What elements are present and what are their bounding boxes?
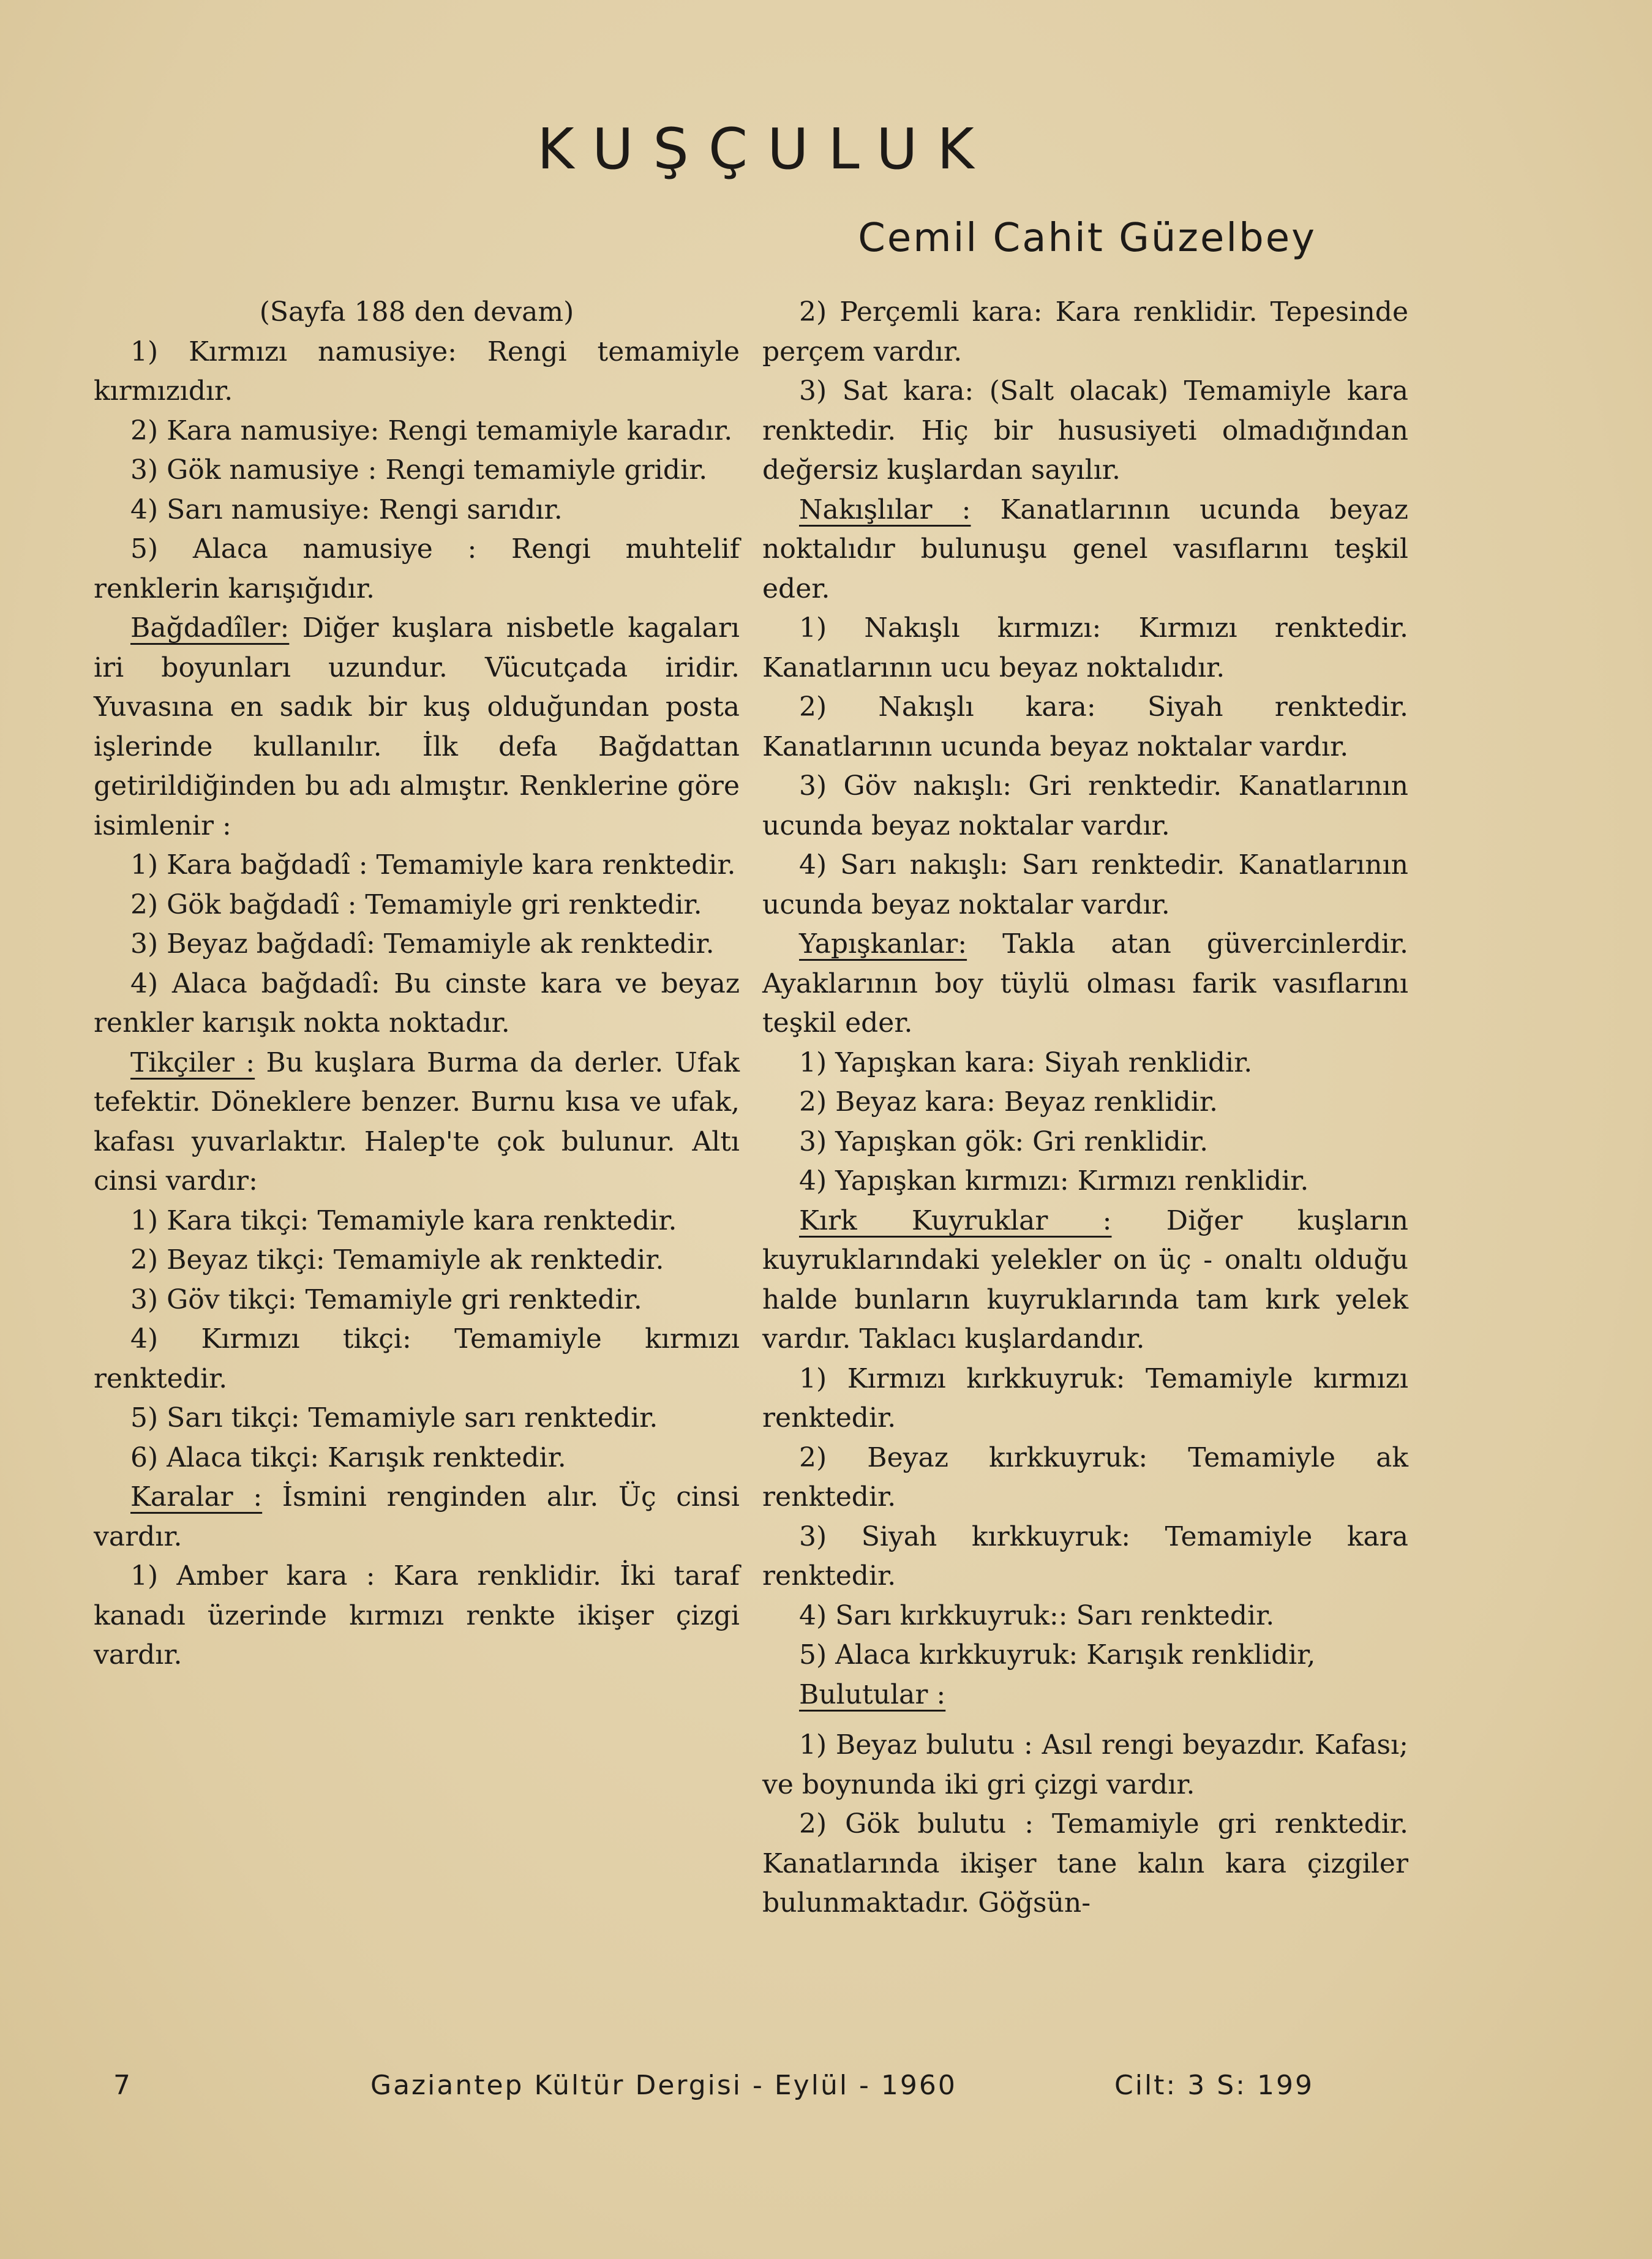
right-column <box>762 293 1408 1923</box>
paragraph: 3) Göv nakışlı: Gri renktedir. Kanatlarının ucunda beyaz noktalar vardır. <box>762 770 1408 841</box>
paragraph: 1) Beyaz bulutu : Asıl rengi beyazdır. Kafası; ve boynunda iki gri çizgi vardır. <box>762 1729 1408 1800</box>
author-name: Cemil Cahit Güzelbey <box>858 216 1316 261</box>
paragraph: 2) Nakışlı kara: Siyah renktedir. Kanatlarının ucunda beyaz noktalar vardır. <box>762 691 1408 762</box>
section-heading: Bulutular : <box>799 1678 946 1710</box>
paragraph <box>762 1675 1408 1715</box>
paragraph: 4) Alaca bağdadî: Bu cinste kara ve beyaz renkler karışık nokta noktadır. <box>94 968 740 1039</box>
paragraph: 1) Yapışkan kara: Siyah renklidir. <box>799 1047 1253 1078</box>
paragraph: 4) Yapışkan kırmızı: Kırmızı renklidir. <box>799 1165 1309 1197</box>
paragraph: 2) Beyaz kara: Beyaz renklidir. <box>799 1086 1218 1118</box>
paragraph: 3) Sat kara: (Salt olacak) Temamiyle kara renktedir. Hiç bir hususiyeti olmadığından değersiz kuşlardan sayılır. <box>762 375 1408 486</box>
paragraph: 3) Göv tikçi: Temamiyle gri renktedir. <box>130 1284 642 1315</box>
paragraph: 4) Sarı namusiye: Rengi sarıdır. <box>130 494 563 525</box>
page-footer <box>0 2070 1652 2113</box>
paragraph: (Sayfa 188 den devam) <box>259 296 574 328</box>
paragraph: 2) Beyaz tikçi: Temamiyle ak renktedir. <box>130 1244 664 1276</box>
paragraph: 5) Sarı tikçi: Temamiyle sarı renktedir. <box>130 1402 658 1434</box>
paragraph: 3) Gök namusiye : Rengi temamiyle gridir. <box>130 454 708 486</box>
paragraph: 4) Sarı nakışlı: Sarı renktedir. Kanatlarının ucunda beyaz noktalar vardır. <box>762 849 1408 920</box>
paragraph: 1) Kara bağdadî : Temamiyle kara renktedir. <box>130 849 736 881</box>
volume-info: Cilt: 3 S: 199 <box>1114 2070 1314 2101</box>
paragraph: 1) Amber kara : Kara renklidir. İki taraf kanadı üzerinde kırmızı renkte ikişer çizgi vardır. <box>94 1560 740 1671</box>
paragraph: 2) Gök bulutu : Temamiyle gri renktedir. Kanatlarında ikişer tane kalın kara çizgiler bulunmaktadır. Göğsün- <box>762 1808 1408 1919</box>
section-heading: Tikçiler : <box>130 1047 255 1078</box>
paragraph: Yapışkanlar: Takla atan güvercinlerdir. Ayaklarının boy tüylü olması farik vasıflarını teşkil eder. <box>762 928 1408 1039</box>
paragraph: 3) Beyaz bağdadî: Temamiyle ak renktedir. <box>130 928 715 960</box>
paragraph: Nakışlılar : Kanatlarının ucunda beyaz noktalıdır bulunuşu genel vasıflarını teşkil eder. <box>762 494 1408 604</box>
paragraph: 3) Siyah kırkkuyruk: Temamiyle kara renktedir. <box>762 1520 1408 1592</box>
paragraph: 3) Yapışkan gök: Gri renklidir. <box>799 1126 1209 1157</box>
section-heading: Nakışlılar : <box>799 494 971 525</box>
paragraph: Kırk Kuyruklar : Diğer kuşların kuyruklarındaki yelekler on üç - onaltı olduğu halde bunların kuyruklarında tam kırk yelek vardır. Taklacı kuşlardandır. <box>762 1205 1409 1355</box>
paragraph: 1) Kırmızı namusiye: Rengi temamiyle kırmızıdır. <box>94 336 740 407</box>
section-heading: Kırk Kuyruklar : <box>799 1205 1112 1236</box>
section-heading: Yapışkanlar: <box>799 928 967 960</box>
left-column <box>94 293 740 1675</box>
paragraph: Bağdadîler: Diğer kuşlara nisbetle kagaları iri boyunları uzundur. Vücutçada iridir. Yuvasına en sadık bir kuş olduğundan posta işlerinde kullanılır. İlk defa Bağdattan getirildiğinden bu adı almıştır. Renklerine göre isimlenir : <box>94 612 740 841</box>
paragraph: 2) Perçemli kara: Kara renklidir. Tepesinde perçem vardır. <box>762 296 1408 367</box>
paragraph: Karalar : İsmini renginden alır. Üç cinsi vardır. <box>94 1481 740 1552</box>
section-heading: Bağdadîler: <box>130 612 290 644</box>
journal-name: Gaziantep Kültür Dergisi - Eylül - 1960 <box>370 2070 957 2101</box>
paragraph: 2) Kara namusiye: Rengi temamiyle karadır. <box>130 415 733 446</box>
paragraph: 1) Nakışlı kırmızı: Kırmızı renktedir. Kanatlarının ucu beyaz noktalıdır. <box>762 612 1408 683</box>
paragraph: 6) Alaca tikçi: Karışık renktedir. <box>130 1441 566 1473</box>
paragraph: 1) Kırmızı kırkkuyruk: Temamiyle kırmızı renktedir. <box>762 1363 1408 1434</box>
paragraph: 2) Beyaz kırkkuyruk: Temamiyle ak renktedir. <box>762 1441 1408 1513</box>
paragraph: 4) Sarı kırkkuyruk:: Sarı renktedir. <box>799 1599 1275 1631</box>
page-number: 7 <box>113 2070 132 2101</box>
article-title: KUŞÇULUK <box>537 116 994 182</box>
paragraph: 1) Kara tikçi: Temamiyle kara renktedir. <box>130 1205 677 1236</box>
paragraph: 5) Alaca namusiye : Rengi muhtelif renklerin karışığıdır. <box>94 533 740 604</box>
paragraph: 5) Alaca kırkkuyruk: Karışık renklidir, <box>799 1639 1316 1671</box>
paragraph: 2) Gök bağdadî : Temamiyle gri renktedir. <box>130 889 702 920</box>
section-heading: Karalar : <box>130 1481 263 1513</box>
paragraph: Tikçiler : Bu kuşlara Burma da derler. Ufak tefektir. Döneklere benzer. Burnu kısa ve ufak, kafası yuvarlaktır. Halep'te çok bulunur. Altı cinsi vardır: <box>94 1047 740 1197</box>
paragraph: 4) Kırmızı tikçi: Temamiyle kırmızı renktedir. <box>94 1323 740 1394</box>
